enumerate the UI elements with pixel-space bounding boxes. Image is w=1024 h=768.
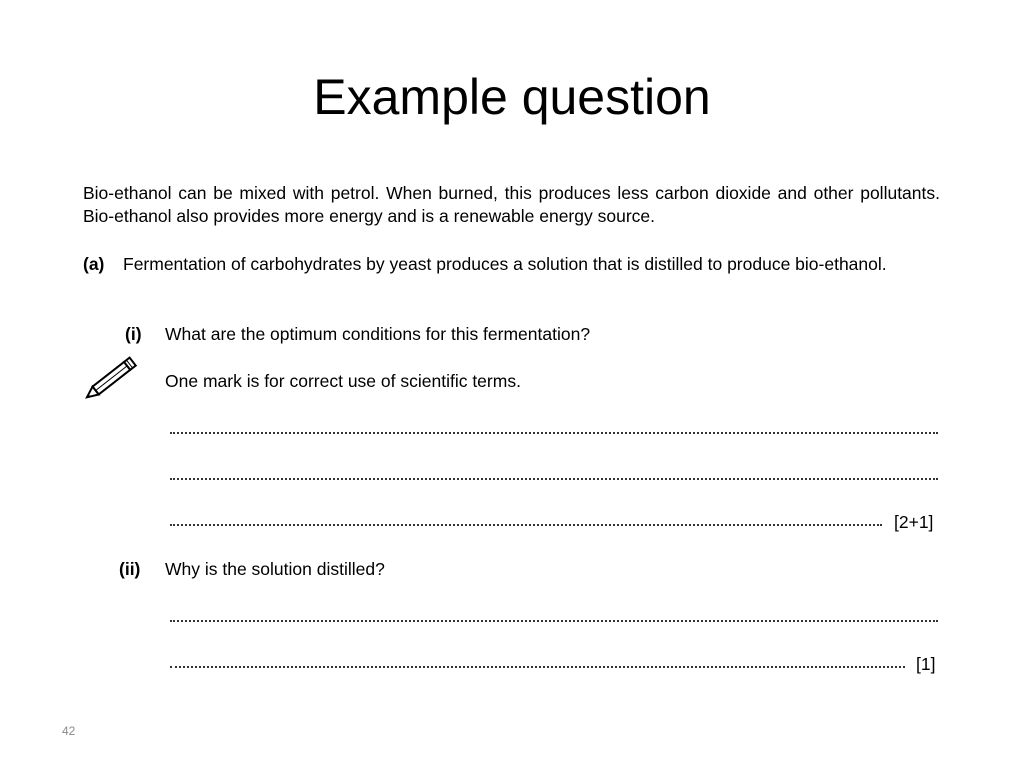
slide-title: Example question: [313, 69, 711, 125]
question-intro: Bio-ethanol can be mixed with petrol. When burned, this produces less carbon dioxide and other pollutants. Bio-ethanol also provides more energy and is a renewable energy source.: [83, 183, 940, 226]
sub-question-i-text: What are the optimum conditions for this fermentation?: [165, 324, 591, 344]
answer-line: [170, 424, 938, 436]
answer-line: [170, 516, 882, 528]
sub-question-ii-text: Why is the solution distilled?: [165, 559, 385, 579]
answer-line: [170, 470, 938, 482]
answer-line: [170, 658, 905, 670]
page-number: 42: [62, 724, 76, 738]
marks-allocation-ii: [1]: [916, 654, 936, 674]
marking-note: One mark is for correct use of scientific terms.: [165, 371, 521, 391]
pencil-icon: [80, 353, 144, 405]
part-a-text: Fermentation of carbohydrates by yeast produces a solution that is distilled to produce bio-ethanol.: [123, 254, 887, 274]
marks-allocation-i: [2+1]: [894, 512, 934, 532]
part-a-label: (a): [83, 254, 105, 274]
sub-question-ii-label: (ii): [119, 559, 141, 579]
sub-question-i-label: (i): [125, 324, 142, 344]
answer-line: [170, 612, 938, 624]
